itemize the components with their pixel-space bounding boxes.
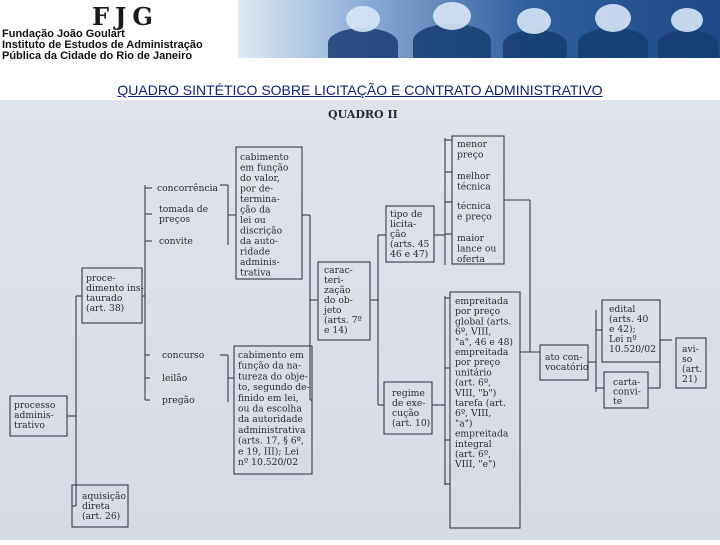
tipo-maior-lance: lance ou bbox=[457, 243, 497, 255]
carta-convite-text: carta- bbox=[613, 377, 641, 388]
tipo-licitacao-text: (arts. 45 bbox=[390, 239, 430, 250]
people-silhouette-band bbox=[238, 0, 720, 58]
edital-text: 10.520/02 bbox=[609, 344, 656, 355]
regime-text: 6º, VIII, bbox=[455, 326, 492, 338]
cabimento-objeto-text: cabimento em bbox=[238, 350, 304, 361]
regime-text: empreitada bbox=[455, 296, 509, 307]
modalidade-objeto-label: pregão bbox=[162, 395, 195, 406]
tipo-melhor-tecnica: melhor bbox=[457, 171, 490, 182]
cabimento-valor-text: da auto- bbox=[240, 236, 279, 247]
regime-text: VIII, "b") bbox=[455, 387, 497, 399]
edital-text: edital bbox=[609, 304, 636, 315]
modalidade-objeto-label: concurso bbox=[162, 350, 205, 361]
tipo-melhor-tecnica: técnica bbox=[457, 181, 491, 193]
processo-text: adminis- bbox=[14, 410, 54, 421]
regime-text: "a", 46 e 48) bbox=[455, 336, 514, 348]
cabimento-valor-text: adminis- bbox=[240, 257, 280, 268]
aquisicao-text: direta bbox=[82, 501, 110, 512]
caracterizacao-text: (arts. 7º bbox=[324, 315, 362, 326]
fjg-logo: FJG bbox=[92, 2, 159, 31]
cabimento-objeto-text: ou da escolha bbox=[238, 403, 302, 415]
cabimento-valor-text: do valor, bbox=[240, 173, 280, 184]
cabimento-valor-text: lei ou bbox=[240, 215, 266, 226]
regime-text: global (arts. bbox=[455, 316, 512, 328]
cabimento-valor-text: trativa bbox=[240, 267, 271, 279]
org-name-line-3: Pública da Cidade do Rio de Janeiro bbox=[2, 50, 193, 62]
concorrencia-label: concorrência bbox=[157, 183, 218, 194]
edital-text: Lei nº bbox=[609, 334, 637, 345]
regime-execucao-text: de exe- bbox=[392, 398, 426, 409]
procedimento-text: (art. 38) bbox=[86, 303, 125, 314]
tipo-menor-preco: preço bbox=[457, 149, 484, 161]
processo-text: trativo bbox=[14, 420, 45, 431]
diagram-title: QUADRO II bbox=[328, 108, 398, 121]
legal-process-diagram bbox=[0, 100, 720, 540]
aviso-text: 21) bbox=[682, 374, 698, 385]
caracterizacao-text: jeto bbox=[324, 305, 342, 316]
ato-convocatorio-text: ato con- bbox=[545, 352, 583, 363]
cabimento-valor-text: ção da bbox=[240, 204, 271, 216]
ato-convocatorio-text: vocatório bbox=[545, 362, 589, 373]
carta-convite-text: te bbox=[613, 396, 623, 407]
tomada-label: tomada de bbox=[159, 204, 209, 215]
cabimento-valor-text: discrição bbox=[240, 225, 283, 237]
carta-convite-text: convi- bbox=[613, 386, 641, 398]
tipo-licitacao-text: tipo de bbox=[390, 209, 423, 220]
slide-title: QUADRO SINTÉTICO SOBRE LICITAÇÃO E CONTRATO ADMINISTRATIVO bbox=[117, 82, 603, 98]
procedimento-text: proce- bbox=[86, 273, 116, 284]
tipo-licitacao-text: 46 e 47) bbox=[390, 249, 429, 260]
scanned-diagram bbox=[0, 100, 720, 540]
cabimento-objeto-text: to, segundo de- bbox=[238, 382, 310, 394]
cabimento-objeto-text: tureza do obje- bbox=[238, 371, 308, 383]
cabimento-objeto-text: (arts. 17, § 6º, bbox=[238, 435, 304, 447]
regime-text: "a") bbox=[455, 418, 473, 430]
aquisicao-text: aquisição bbox=[82, 491, 127, 502]
tipo-tecnica-preco: técnica bbox=[457, 201, 491, 212]
edital-text: (arts. 40 bbox=[609, 314, 649, 325]
convite-label: convite bbox=[159, 236, 193, 247]
regime-text: integral bbox=[455, 438, 492, 450]
cabimento-objeto-text: e 19, III); Lei bbox=[238, 446, 299, 458]
tipo-maior-lance: oferta bbox=[457, 254, 485, 265]
aviso-text: avi- bbox=[682, 344, 699, 355]
regime-execucao-text: regime bbox=[392, 388, 425, 399]
caracterizacao-text: zação bbox=[324, 285, 351, 296]
cabimento-objeto-text: função da na- bbox=[238, 360, 302, 372]
cabimento-valor-text: por de- bbox=[240, 183, 274, 195]
regime-execucao-text: (art. 10) bbox=[392, 418, 431, 429]
regime-text: por preço bbox=[455, 306, 501, 318]
cabimento-objeto-text: da autoridade bbox=[238, 414, 303, 426]
cabimento-valor-text: cabimento bbox=[240, 152, 289, 163]
procedimento-text: taurado bbox=[86, 293, 123, 304]
modalidade-objeto-label: leilão bbox=[162, 373, 188, 384]
tomada-label: preços bbox=[159, 214, 191, 225]
caracterizacao-text: teri- bbox=[324, 275, 344, 286]
aviso-text: (art. bbox=[682, 364, 703, 375]
caracterizacao-text: carac- bbox=[324, 265, 353, 276]
cabimento-valor-text: em função bbox=[240, 162, 289, 174]
processo-text: processo bbox=[14, 400, 56, 411]
regime-text: tarefa (art. bbox=[455, 398, 506, 409]
edital-text: e 42); bbox=[609, 324, 636, 335]
cabimento-objeto-text: nº 10.520/02 bbox=[238, 457, 299, 468]
cabimento-valor-text: termina- bbox=[240, 194, 280, 205]
cabimento-objeto-text: finido em lei, bbox=[238, 392, 299, 404]
regime-execucao-text: cução bbox=[392, 408, 420, 419]
procedimento-text: dimento ins- bbox=[86, 283, 144, 294]
regime-text: (art. 6º, bbox=[455, 449, 492, 460]
org-name-line-2: Instituto de Estudos de Administração bbox=[2, 39, 203, 51]
regime-text: por preço bbox=[455, 357, 501, 369]
org-name-line-1: Fundação João Goulart bbox=[2, 28, 125, 40]
regime-text: empreitada bbox=[455, 347, 509, 358]
caracterizacao-text: do ob- bbox=[324, 295, 353, 306]
regime-text: empreitada bbox=[455, 428, 509, 440]
cabimento-objeto-text: administrativa bbox=[238, 424, 306, 436]
header-banner bbox=[0, 0, 720, 62]
regime-text: (art. 6º, bbox=[455, 377, 492, 389]
regime-text: unitário bbox=[455, 367, 492, 379]
tipo-menor-preco: menor bbox=[457, 139, 487, 150]
tipo-licitacao-text: ção bbox=[390, 229, 407, 240]
cabimento-valor-text: ridade bbox=[240, 246, 271, 258]
tipo-maior-lance: maior bbox=[457, 233, 485, 244]
regime-text: VIII, "e") bbox=[455, 459, 496, 471]
tipo-licitacao-text: licita- bbox=[390, 219, 417, 230]
caracterizacao-text: e 14) bbox=[324, 325, 348, 336]
tipo-tecnica-preco: e preço bbox=[457, 211, 492, 223]
aviso-text: so bbox=[682, 354, 693, 365]
aquisicao-text: (art. 26) bbox=[82, 511, 121, 522]
regime-text: 6º, VIII, bbox=[455, 408, 492, 420]
